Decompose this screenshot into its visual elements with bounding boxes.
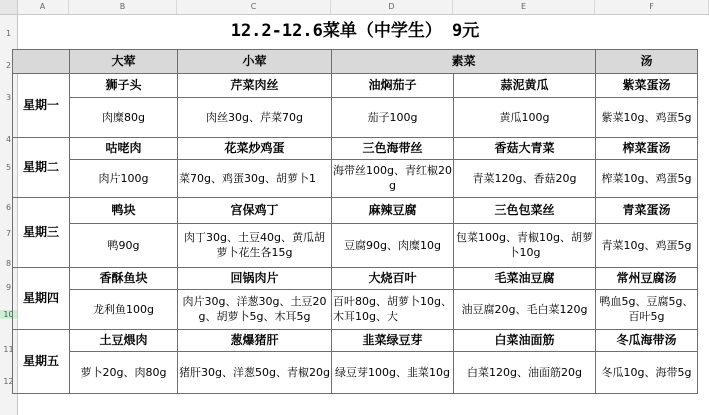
ingredient-cell[interactable]: 茄子100g	[332, 97, 454, 137]
dish-cell[interactable]: 宫保鸡丁	[178, 197, 332, 223]
dish-cell[interactable]: 榨菜蛋汤	[596, 137, 698, 159]
ingredient-cell[interactable]: 黄瓜100g	[454, 97, 596, 137]
ingredient-cell[interactable]: 豆腐90g、肉糜10g	[332, 223, 454, 267]
ingredient-cell[interactable]: 龙利鱼100g	[70, 289, 178, 329]
ingredient-cell[interactable]: 猪肝30g、洋葱50g、青椒20g	[178, 351, 332, 393]
dish-cell[interactable]: 花菜炒鸡蛋	[178, 137, 332, 159]
dish-cell[interactable]: 大烧百叶	[332, 267, 454, 289]
header-big-meat[interactable]: 大荤	[70, 49, 178, 73]
dish-cell[interactable]: 葱爆猪肝	[178, 329, 332, 351]
ingredient-cell[interactable]: 百叶80g、胡萝卜10g、木耳10g、大	[332, 289, 454, 329]
header-small-meat[interactable]: 小荤	[178, 49, 332, 73]
dish-cell[interactable]: 紫菜蛋汤	[596, 73, 698, 97]
dish-cell[interactable]: 麻辣豆腐	[332, 197, 454, 223]
row-header-7[interactable]: 7	[5, 229, 12, 238]
ingredient-cell[interactable]: 榨菜10g、鸡蛋5g	[596, 159, 698, 197]
dish-cell[interactable]: 三色包菜丝	[454, 197, 596, 223]
dish-cell[interactable]: 蒜泥黄瓜	[454, 73, 596, 97]
row-header-11[interactable]: 11	[3, 345, 14, 354]
ingredient-cell[interactable]: 肉丁30g、土豆40g、黄瓜胡萝卜花生各15g	[178, 223, 332, 267]
row-header-8[interactable]: 8	[5, 259, 12, 268]
ingredient-cell[interactable]: 白菜120g、油面筋20g	[454, 351, 596, 393]
dish-cell[interactable]: 青菜蛋汤	[596, 197, 698, 223]
dish-cell[interactable]: 鸭块	[70, 197, 178, 223]
dish-cell[interactable]: 咕咾肉	[70, 137, 178, 159]
day-wednesday[interactable]: 星期三	[13, 197, 70, 267]
row-header-1[interactable]: 1	[5, 29, 12, 38]
ingredient-cell[interactable]: 油豆腐20g、毛白菜120g	[454, 289, 596, 329]
menu-sheet	[12, 15, 697, 415]
dish-cell[interactable]: 狮子头	[70, 73, 178, 97]
corner-cell[interactable]	[13, 49, 70, 73]
row-header-6[interactable]: 6	[5, 203, 12, 212]
header-soup[interactable]: 汤	[596, 49, 698, 73]
dish-cell[interactable]: 三色海带丝	[332, 137, 454, 159]
dish-cell[interactable]: 香菇大青菜	[454, 137, 596, 159]
row-header-12[interactable]: 12	[3, 377, 14, 386]
menu-table	[12, 15, 698, 394]
column-header-f[interactable]: F	[595, 0, 709, 14]
dish-cell[interactable]: 常州豆腐汤	[596, 267, 698, 289]
ingredient-cell[interactable]: 鸭血5g、豆腐5g、百叶5g	[596, 289, 698, 329]
ingredient-cell[interactable]: 菜70g、鸡蛋30g、胡萝卜1	[178, 159, 332, 197]
row-header-9[interactable]: 9	[5, 283, 12, 292]
menu-title[interactable]: 12.2-12.6菜单（中学生） 9元	[13, 15, 698, 49]
dish-cell[interactable]: 冬瓜海带汤	[596, 329, 698, 351]
ingredient-cell[interactable]: 包菜100g、青椒10g、胡萝卜10g	[454, 223, 596, 267]
row-header-2[interactable]: 2	[5, 61, 12, 70]
dish-cell[interactable]: 白菜油面筋	[454, 329, 596, 351]
dish-cell[interactable]: 芹菜肉丝	[178, 73, 332, 97]
ingredient-cell[interactable]: 肉丝30g、芹菜70g	[178, 97, 332, 137]
ingredient-cell[interactable]: 肉片100g	[70, 159, 178, 197]
ingredient-cell[interactable]: 青菜120g、香菇20g	[454, 159, 596, 197]
day-thursday[interactable]: 星期四	[13, 267, 70, 329]
dish-cell[interactable]: 回锅肉片	[178, 267, 332, 289]
column-header-d[interactable]: D	[331, 0, 453, 14]
column-header-e[interactable]: E	[453, 0, 595, 14]
row-header-3[interactable]: 3	[5, 93, 12, 102]
ingredient-cell[interactable]: 肉片30g、洋葱30g、土豆20g、胡萝卜5g、木耳5g	[178, 289, 332, 329]
column-header-a[interactable]: A	[17, 0, 69, 14]
ingredient-cell[interactable]: 绿豆芽100g、韭菜10g	[332, 351, 454, 393]
dish-cell[interactable]: 香酥鱼块	[70, 267, 178, 289]
ingredient-cell[interactable]: 青菜10g、鸡蛋5g	[596, 223, 698, 267]
ingredient-cell[interactable]: 鸭90g	[70, 223, 178, 267]
column-header-bar	[0, 0, 709, 15]
dish-cell[interactable]: 韭菜绿豆芽	[332, 329, 454, 351]
dish-cell[interactable]: 土豆煨肉	[70, 329, 178, 351]
select-all-corner[interactable]	[0, 0, 18, 14]
day-tuesday[interactable]: 星期二	[13, 137, 70, 197]
ingredient-cell[interactable]: 萝卜20g、肉80g	[70, 351, 178, 393]
day-friday[interactable]: 星期五	[13, 329, 70, 393]
row-header-5[interactable]: 5	[5, 163, 12, 172]
dish-cell[interactable]: 毛菜油豆腐	[454, 267, 596, 289]
ingredient-cell[interactable]: 海带丝100g、青红椒20g	[332, 159, 454, 197]
ingredient-cell[interactable]: 紫菜10g、鸡蛋5g	[596, 97, 698, 137]
row-header-4[interactable]: 4	[5, 135, 12, 144]
ingredient-cell[interactable]: 肉糜80g	[70, 97, 178, 137]
ingredient-cell[interactable]: 冬瓜10g、海带5g	[596, 351, 698, 393]
header-vegetable[interactable]: 素菜	[332, 49, 596, 73]
day-monday[interactable]: 星期一	[13, 73, 70, 137]
dish-cell[interactable]: 油焖茄子	[332, 73, 454, 97]
column-header-b[interactable]: B	[69, 0, 177, 14]
column-header-c[interactable]: C	[177, 0, 331, 14]
row-header-10[interactable]: 10	[0, 310, 17, 319]
